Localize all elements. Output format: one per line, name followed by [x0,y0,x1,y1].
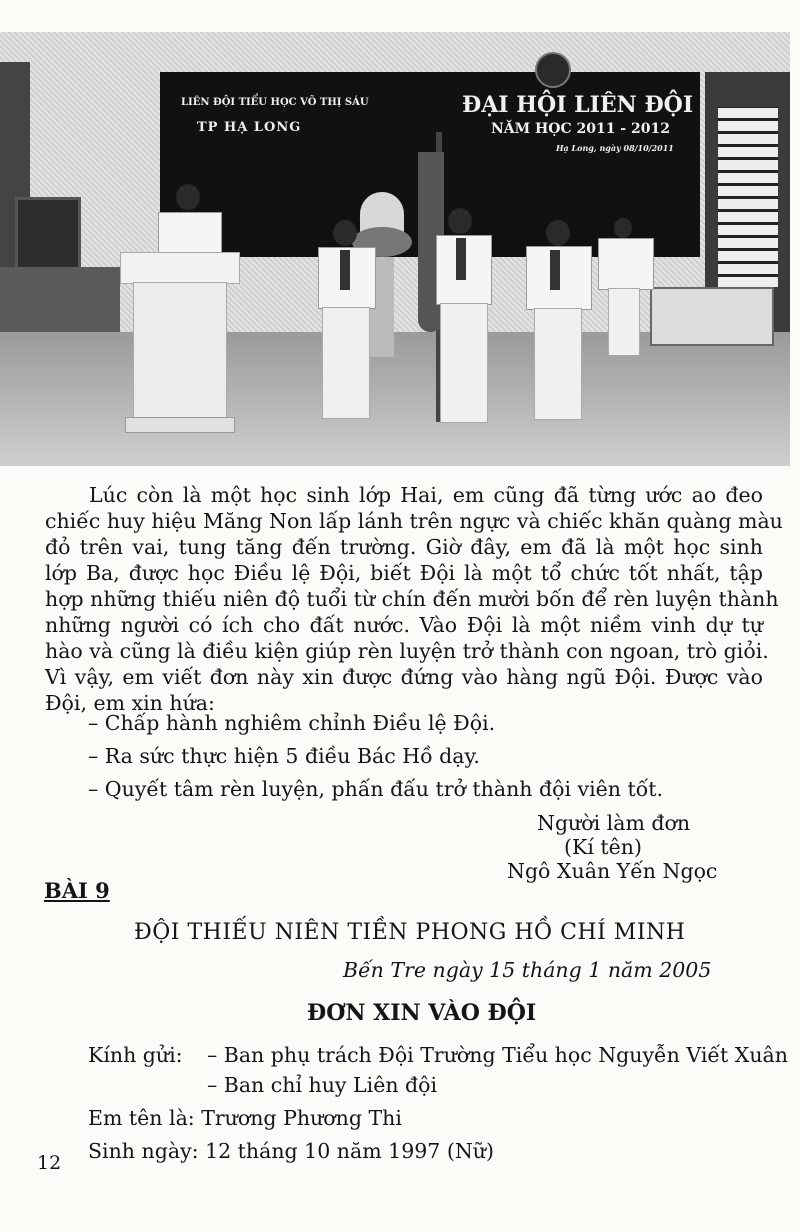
promise-item: – Ra sức thực hiện 5 điều Bác Hồ dạy. [88,744,480,768]
ceremony-photo [0,32,790,466]
name-line: Em tên là: Trương Phương Thi [88,1106,402,1130]
signature-role: Người làm đơn [537,811,691,835]
banner-date: Hạ Long, ngày 08/10/2011 [556,143,674,153]
paragraph-line: chiếc huy hiệu Măng Non lấp lánh trên ngực và chiếc khăn quàng màu [45,509,783,533]
lesson-heading: BÀI 9 [44,878,110,903]
form-title: ĐƠN XIN VÀO ĐỘI [307,1000,537,1026]
promise-item: – Quyết tâm rèn luyện, phấn đấu trở thành đội viên tốt. [88,777,664,801]
podium-base [125,417,235,433]
podium-column [133,282,227,424]
banner-school: LIÊN ĐỘI TIỂU HỌC VÕ THỊ SÁU [181,97,369,108]
banner-title: ĐẠI HỘI LIÊN ĐỘI [462,92,694,118]
paragraph-line: hào và cũng là điều kiện giúp rèn luyện trở thành con ngoan, trò giỏi. [45,639,769,663]
signature-name: Ngô Xuân Yến Ngọc [507,859,718,883]
paragraph-line: Vì vậy, em viết đơn này xin được đứng vào hàng ngũ Đội. Được vào [45,665,763,689]
paragraph-line: Đội, em xin hứa: [45,691,215,715]
pioneer-emblem-icon [535,52,571,88]
signature-note: (Kí tên) [564,835,642,859]
paragraph-line: hợp những thiếu niên độ tuổi từ chín đến mười bốn để rèn luyện thành [45,587,779,611]
paragraph-line: những người có ích cho đất nước. Vào Đội là một niềm vinh dự tự [45,613,763,637]
window-blinds [718,107,778,287]
paragraph-line: đỏ trên vai, tung tăng đến trường. Giờ đây, em đã là một học sinh [45,535,763,559]
date-line: Bến Tre ngày 15 tháng 1 năm 2005 [343,958,712,982]
recipient-2: – Ban chỉ huy Liên đội [207,1073,438,1097]
birth-line: Sinh ngày: 12 tháng 10 năm 1997 (Nữ) [88,1139,494,1163]
banner-year: NĂM HỌC 2011 - 2012 [491,121,670,137]
recipient-1: – Ban phụ trách Đội Trường Tiểu học Nguyễn Viết Xuân [207,1043,788,1067]
organization-name: ĐỘI THIẾU NIÊN TIỀN PHONG HỒ CHÍ MINH [134,920,686,945]
body-paragraph [45,482,783,716]
paragraph-line: lớp Ba, được học Điều lệ Đội, biết Đội là một tổ chức tốt nhất, tập [45,561,763,585]
podium-top [120,252,240,284]
floor [0,332,790,466]
banner-city: TP HẠ LONG [197,120,302,135]
page-number: 12 [37,1152,62,1174]
paragraph-line: Lúc còn là một học sinh lớp Hai, em cũng đã từng ước ao đeo [89,483,763,507]
recipient-label: Kính gửi: [88,1043,183,1067]
television [15,197,81,273]
side-table [650,287,774,346]
promise-item: – Chấp hành nghiêm chỉnh Điều lệ Đội. [88,711,496,735]
